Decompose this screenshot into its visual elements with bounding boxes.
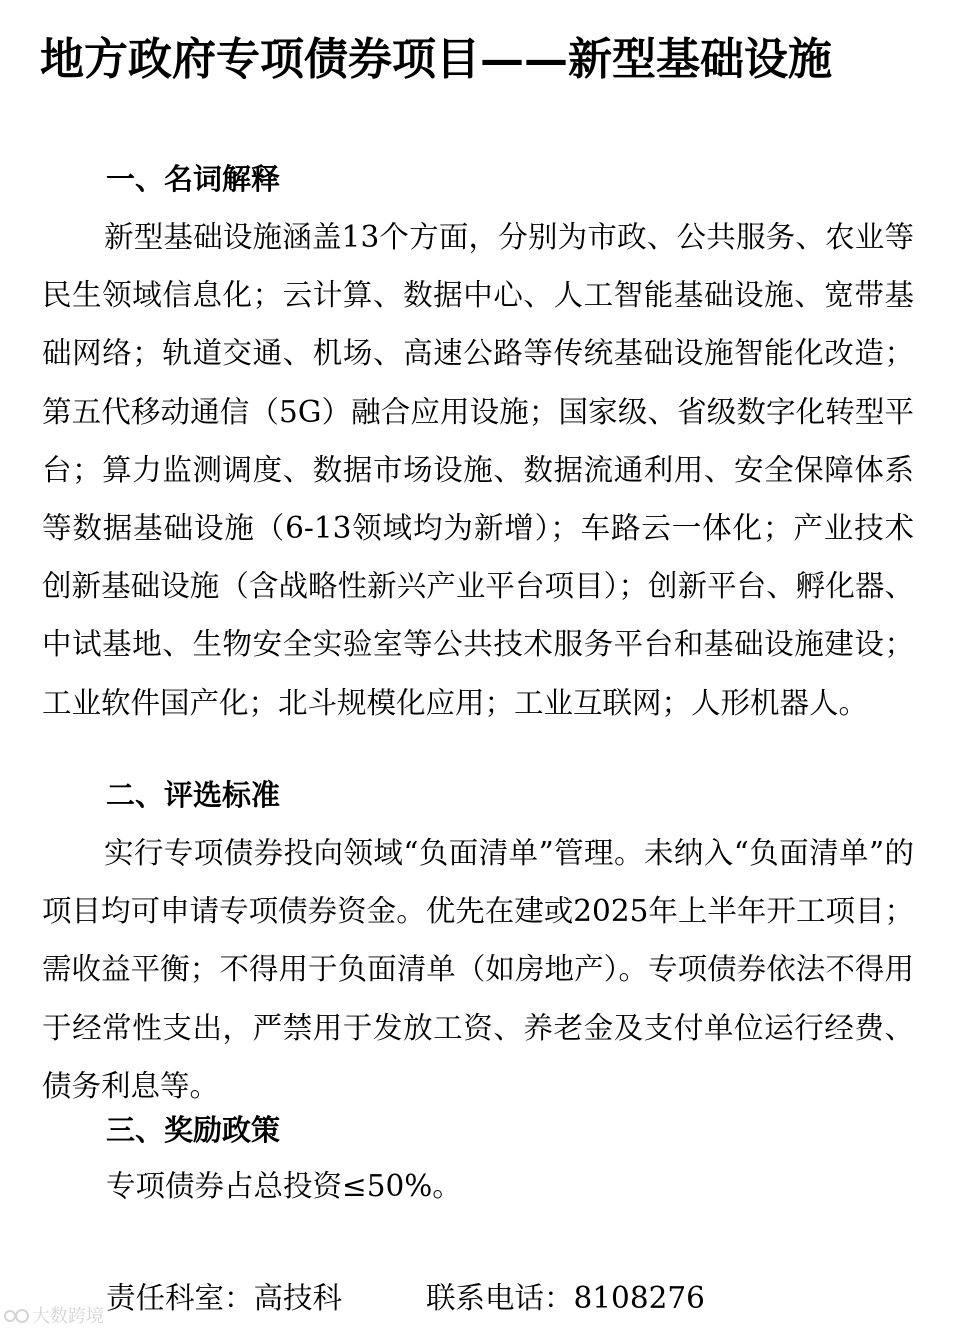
- contact-phone-value: 8108276: [573, 1281, 705, 1315]
- contact-phone: [426, 1278, 705, 1318]
- watermark-logo-icon: [4, 1307, 30, 1325]
- section-text-criteria: 实行专项债券投向领域“负面清单”管理。未纳入“负面清单”的项目均可申请专项债券资金。优先在建或2025年上半年开工项目；需收益平衡；不得用于负面清单（如房地产）。专项债券依法不得用于经常性支出，严禁用于发放工资、养老金及支付单位运行经费、债务利息等。: [42, 836, 914, 1103]
- section-heading-incentives: 三、奖励政策: [106, 1113, 281, 1147]
- section-heading-definitions: 一、名词解释: [106, 162, 281, 196]
- contact-phone-label: 联系电话：: [426, 1281, 574, 1315]
- document-title: 地方政府专项债券项目——新型基础设施: [40, 34, 832, 85]
- contact-department-value: 高技科: [253, 1281, 343, 1315]
- contact-department-label: 责任科室：: [106, 1281, 254, 1315]
- watermark-text: 大数跨境: [32, 1306, 104, 1327]
- section-text-definitions: 新型基础设施涵盖13个方面，分别为市政、公共服务、农业等民生领域信息化；云计算、数据中心、人工智能基础设施、宽带基础网络；轨道交通、机场、高速公路等传统基础设施智能化改造；第五代移动通信（5G）融合应用设施；国家级、省级数字化转型平台；算力监测调度、数据市场设施、数据流通利用、安全保障体系等数据基础设施（6-13领域均为新增）；车路云一体化；产业技术创新基础设施（含战略性新兴产业平台项目）；创新平台、孵化器、中试基地、生物安全实验室等公共技术服务平台和基础设施建设；工业软件国产化；北斗规模化应用；工业互联网；人形机器人。: [42, 220, 914, 720]
- section-text-incentives: 专项债券占总投资≤50%。: [106, 1169, 462, 1203]
- section-heading-criteria: 二、评选标准: [106, 778, 281, 812]
- contact-department: [106, 1278, 342, 1318]
- watermark: [4, 1305, 104, 1329]
